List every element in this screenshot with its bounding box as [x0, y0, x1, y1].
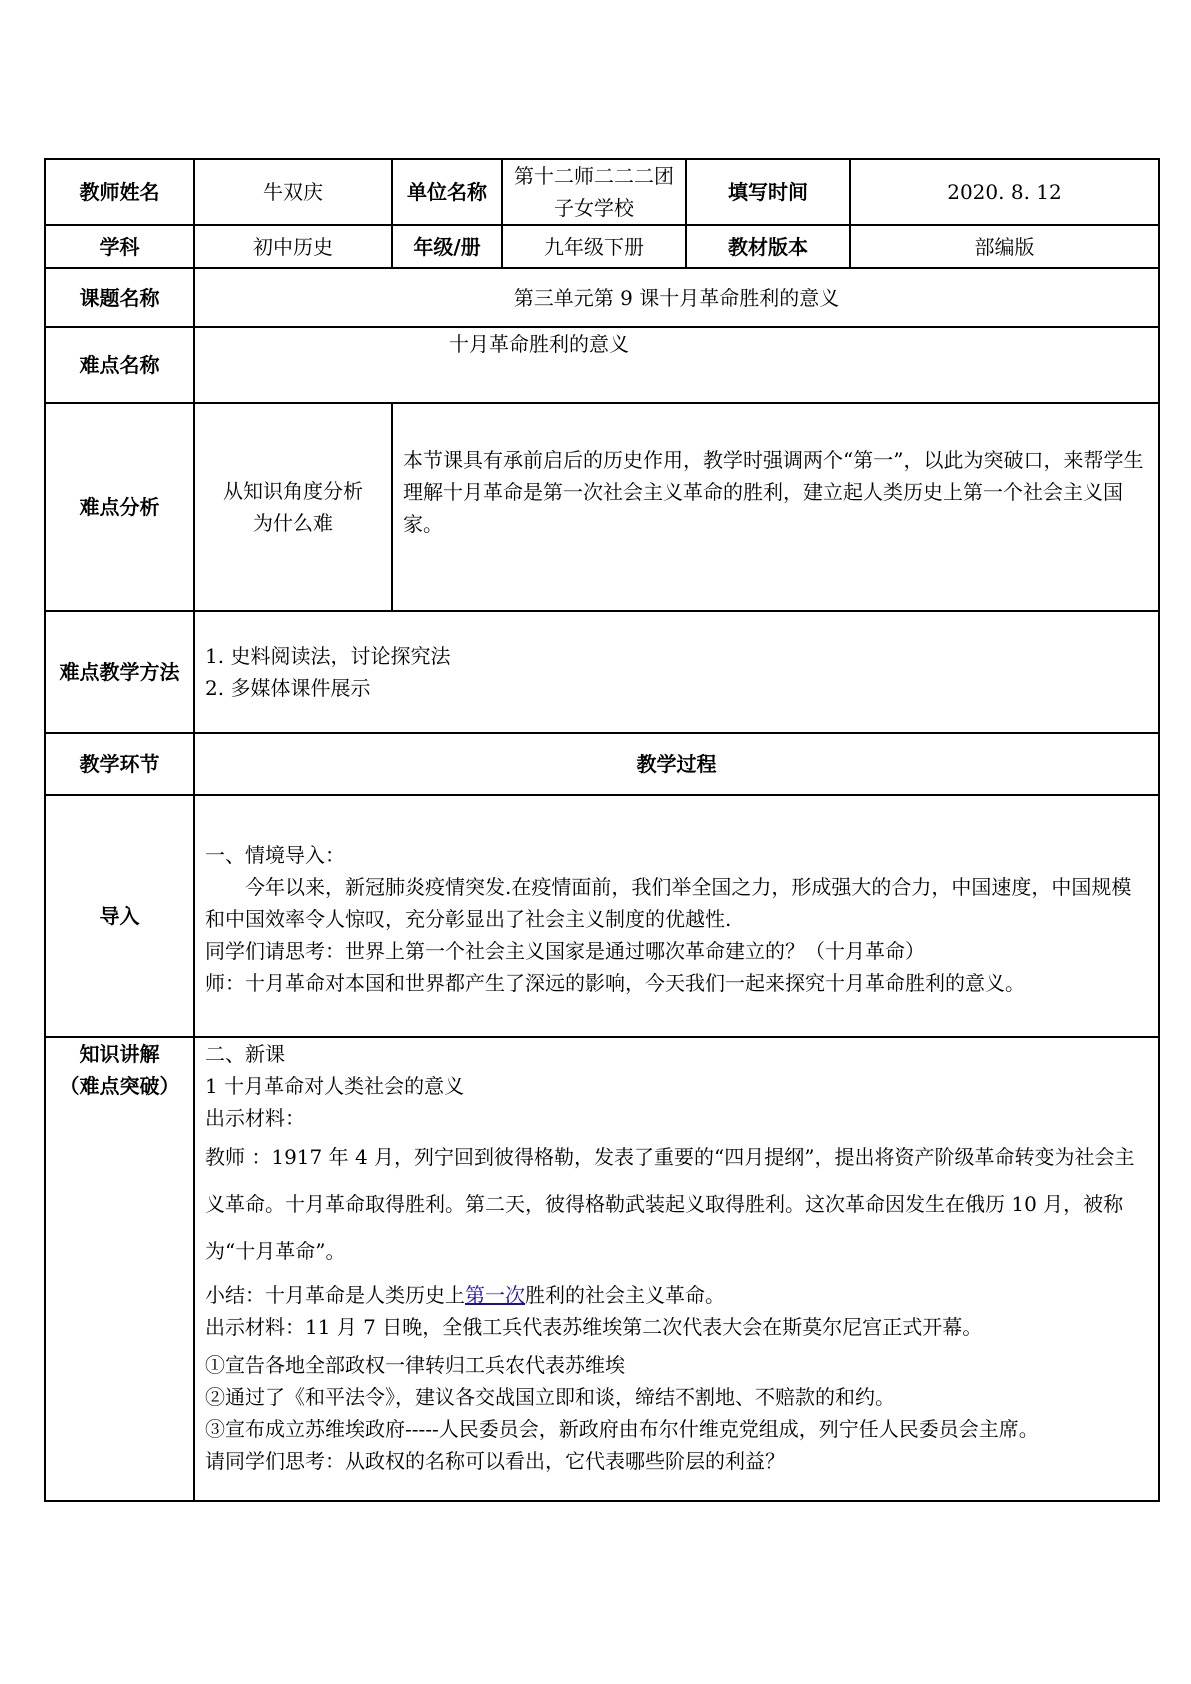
knowledge-content [194, 1037, 1159, 1501]
unit-name-line2: 子女学校 [554, 196, 634, 220]
summary-suffix: 胜利的社会主义革命。 [525, 1283, 725, 1307]
fill-date-label: 填写时间 [686, 159, 850, 225]
row-method [45, 611, 1159, 733]
new-lesson-heading: 二、新课 [205, 1042, 285, 1066]
method-list [194, 611, 1159, 733]
intro-paragraph: 今年以来，新冠肺炎疫情突发.在疫情面前，我们举全国之力，形成强大的合力，中国速度，中国规模和中国效率令人惊叹，充分彰显出了社会主义制度的优越性. [205, 875, 1132, 931]
row-difficulty [45, 327, 1159, 403]
material-intro: 出示材料： [205, 1106, 305, 1130]
row-teacher-info [45, 159, 1159, 225]
analysis-sublabel [194, 403, 392, 611]
analysis-text: 本节课具有承前启后的历史作用，教学时强调两个“第一”，以此为突破口，来帮学生理解十月革命是第一次社会主义革命的胜利，建立起人类历史上第一个社会主义国家。 [392, 403, 1159, 611]
difficulty-value: 十月革命胜利的意义 [449, 332, 629, 356]
method-item: 1. 史料阅读法，讨论探究法 [205, 644, 451, 668]
subject-label: 学科 [45, 225, 194, 268]
fill-date-value: 2020. 8. 12 [850, 159, 1159, 225]
topic-label: 课题名称 [45, 268, 194, 327]
method-label: 难点教学方法 [45, 611, 194, 733]
material-text: 教师 ：1917 年 4 月，列宁回到彼得格勒，发表了重要的“四月提纲”，提出将资产阶级革命转变为社会主义革命。十月革命取得胜利。第二天，彼得格勒武装起义取得胜利。这次革命因发生在俄历 10 月，被称为“十月革命”。 [205, 1145, 1135, 1263]
unit-name-value [502, 159, 686, 225]
row-knowledge [45, 1037, 1159, 1501]
material-line: 出示材料：11 月 7 日晚，全俄工兵代表苏维埃第二次代表大会在斯莫尔尼宫正式开幕。 [205, 1315, 983, 1339]
intro-content [194, 795, 1159, 1037]
subject-value: 初中历史 [194, 225, 392, 268]
intro-label: 导入 [45, 795, 194, 1037]
lesson-plan-table [44, 158, 1160, 1502]
knowledge-label-line1: 知识讲解 [79, 1042, 160, 1066]
process-title: 教学过程 [194, 733, 1159, 795]
row-subject-info [45, 225, 1159, 268]
analysis-sublabel-line1: 从知识角度分析 [223, 479, 363, 503]
summary-line [205, 1279, 1148, 1311]
question-line: 请同学们思考：从政权的名称可以看出，它代表哪些阶层的利益？ [205, 1449, 785, 1473]
grade-value: 九年级下册 [502, 225, 686, 268]
intro-question: 同学们请思考：世界上第一个社会主义国家是通过哪次革命建立的？（十月革命） [205, 939, 925, 963]
intro-heading: 一、情境导入： [205, 843, 345, 867]
teacher-name-label: 教师姓名 [45, 159, 194, 225]
row-topic [45, 268, 1159, 327]
list-item: ②通过了《和平法令》，建议各交战国立即和谈，缔结不割地、不赔款的和约。 [205, 1385, 895, 1409]
difficulty-cell [194, 327, 1159, 403]
row-analysis [45, 403, 1159, 611]
knowledge-label [45, 1037, 194, 1501]
knowledge-label-line2: （难点突破） [59, 1074, 180, 1098]
edition-label: 教材版本 [686, 225, 850, 268]
method-item: 2. 多媒体课件展示 [205, 676, 371, 700]
list-item: ①宣告各地全部政权一律转归工兵农代表苏维埃 [205, 1353, 625, 1377]
summary-link[interactable]: 第一次 [465, 1283, 525, 1307]
process-step-label: 教学环节 [45, 733, 194, 795]
intro-teacher-line: 师：十月革命对本国和世界都产生了深远的影响，今天我们一起来探究十月革命胜利的意义。 [205, 971, 1025, 995]
row-intro [45, 795, 1159, 1037]
analysis-label: 难点分析 [45, 403, 194, 611]
lesson-plan-document [44, 158, 1158, 1502]
unit-name-label: 单位名称 [392, 159, 502, 225]
edition-value: 部编版 [850, 225, 1159, 268]
section-heading: 1 十月革命对人类社会的意义 [205, 1074, 465, 1098]
difficulty-label: 难点名称 [45, 327, 194, 403]
row-process-header [45, 733, 1159, 795]
summary-prefix: 小结：十月革命是人类历史上 [205, 1283, 465, 1307]
list-item: ③宣布成立苏维埃政府-----人民委员会，新政府由布尔什维克党组成，列宁任人民委员会主席。 [205, 1417, 1039, 1441]
analysis-sublabel-line2: 为什么难 [253, 511, 333, 535]
grade-label: 年级/册 [392, 225, 502, 268]
unit-name-line1: 第十二师二二二团 [514, 164, 674, 188]
topic-value: 第三单元第 9 课十月革命胜利的意义 [194, 268, 1159, 327]
teacher-name-value: 牛双庆 [194, 159, 392, 225]
